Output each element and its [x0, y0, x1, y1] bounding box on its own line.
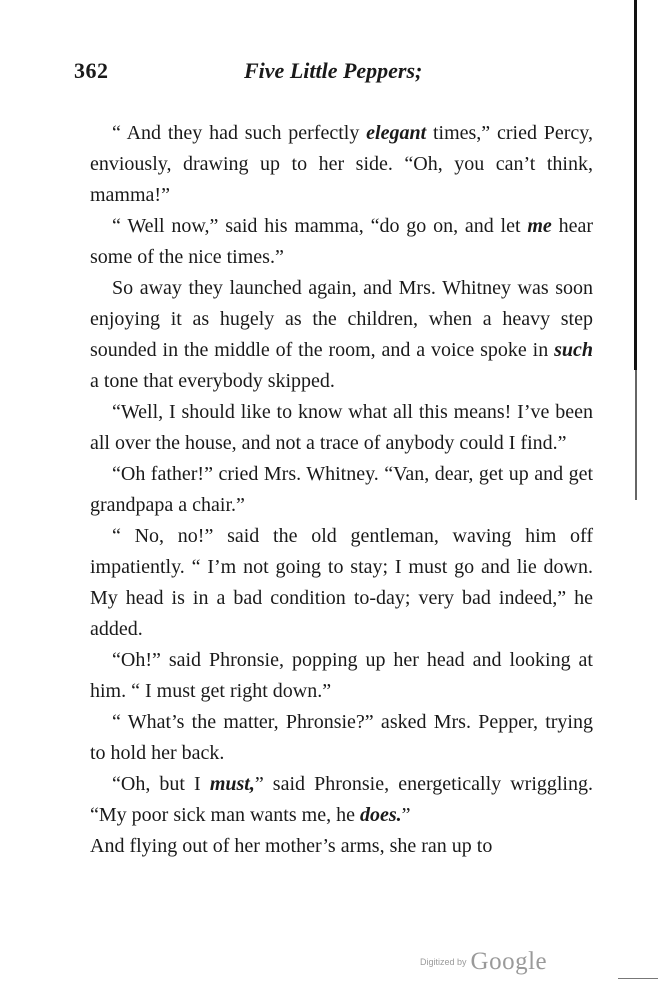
- watermark-brand: Google: [470, 948, 548, 975]
- emphasis: me: [527, 215, 552, 237]
- paragraph: “ And they had such perfectly elegant times,” cried Percy, enviously, drawing up to her side. “Oh, you can’t think, mamma!”: [90, 122, 593, 206]
- watermark-prefix: Digitized by: [420, 957, 467, 967]
- paragraph: “ No, no!” said the old gentleman, waving him off impatiently. “ I’m not going to stay; I must go and lie down. My head is in a bad condition to-day; very bad indeed,” he added.: [90, 525, 593, 640]
- paragraph: And flying out of her mother’s arms, she ran up to: [90, 835, 493, 857]
- paragraph: “Oh!” said Phronsie, popping up her head and looking at him. “ I must get right down.”: [90, 649, 593, 702]
- paragraph: “ Well now,” said his mamma, “do go on, and let me hear some of the nice times.”: [90, 215, 593, 268]
- page-number: 362: [74, 58, 109, 83]
- binding-edge: [634, 0, 637, 370]
- paragraph: “Well, I should like to know what all this means! I’ve been all over the house, and not a trace of anybody could I find.”: [90, 401, 593, 454]
- binding-edge-lower: [635, 370, 637, 500]
- emphasis: does.: [359, 804, 402, 826]
- paragraph: “ What’s the matter, Phronsie?” asked Mrs. Pepper, trying to hold her back.: [90, 711, 593, 764]
- body-text: [90, 118, 593, 862]
- emphasis: elegant: [366, 122, 427, 144]
- digitized-watermark: [420, 948, 547, 976]
- paragraph: So away they launched again, and Mrs. Whitney was soon enjoying it as hugely as the children, when a heavy step sounded in the middle of the room, and a voice spoke in such a tone that everybody skipped.: [90, 277, 593, 392]
- paragraph: “Oh father!” cried Mrs. Whitney. “Van, dear, get up and get grandpapa a chair.”: [90, 463, 593, 516]
- emphasis: such: [554, 339, 593, 361]
- running-title: Five Little Peppers;: [244, 58, 423, 83]
- emphasis: must,: [209, 773, 255, 795]
- paragraph: “Oh, but I must,” said Phronsie, energetically wriggling. “My poor sick man wants me, he does.”: [90, 773, 593, 826]
- corner-rule: [618, 978, 658, 979]
- page-header: [74, 58, 587, 88]
